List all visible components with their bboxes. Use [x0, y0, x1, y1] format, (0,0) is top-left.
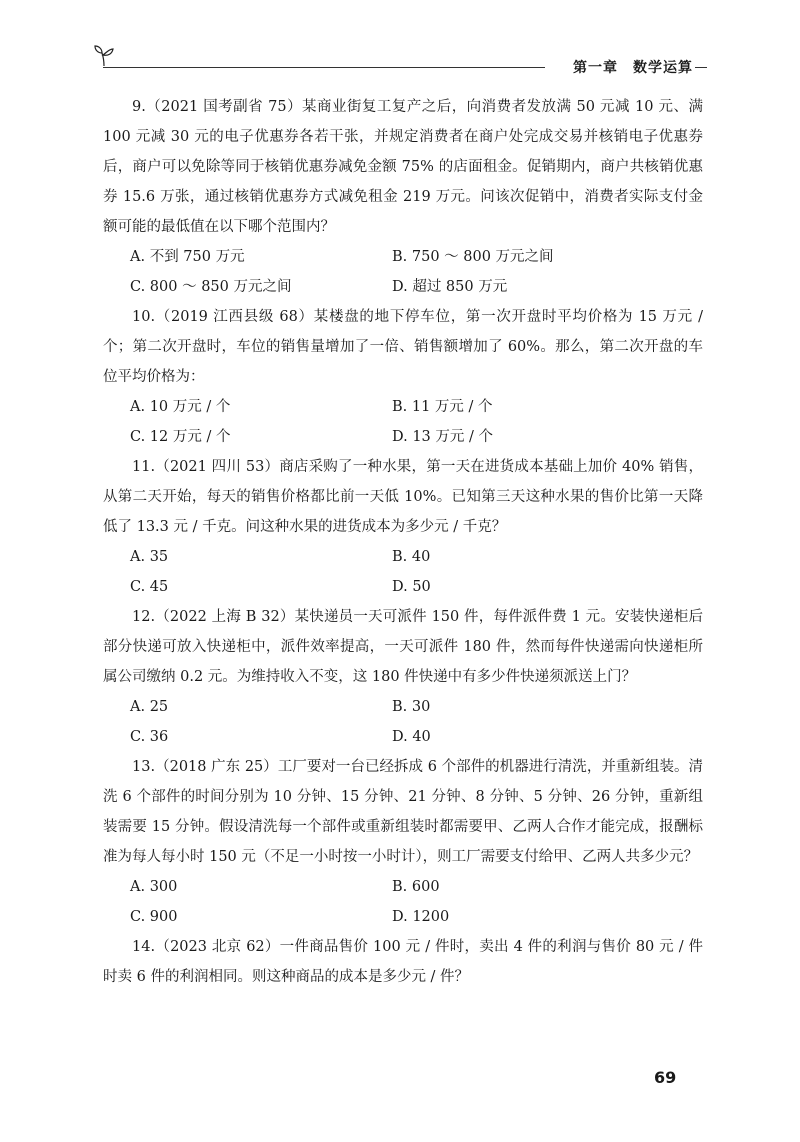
- question-text: 12.（2022 上海 B 32）某快递员一天可派件 150 件，每件派件费 1 元。安装快递柜后部分快递可放入快递柜中，派件效率提高，一天可派件 180 件，然而每件快递需向快递柜所属公司缴纳 0.2 元。为维持收入不变，这 180 件快递中有多少件快递须派送上门？: [103, 609, 703, 685]
- page-header: [93, 44, 707, 80]
- question-13: [103, 752, 703, 932]
- question-text: 9.（2021 国考副省 75）某商业街复工复产之后，向消费者发放满 50 元减 10 元、满 100 元减 30 元的电子优惠券各若干张，并规定消费者在商户处完成交易并核销电子优惠券后，商户可以免除等同于核销优惠券减免金额 75% 的店面租金。促销期内，商户共核销优惠券 15.6 万张，通过核销优惠券方式减免租金 219 万元。问该次促销中，消费者实际支付金额可能的最低值在以下哪个范围内？: [103, 99, 703, 235]
- option-a: A. 35: [130, 549, 169, 565]
- question-text: 14.（2023 北京 62）一件商品售价 100 元 / 件时，卖出 4 件的利润与售价 80 元 / 件时卖 6 件的利润相同。则这种商品的成本是多少元 / 件？: [103, 939, 703, 985]
- option-b: B. 11 万元 / 个: [392, 399, 493, 415]
- option-grid: [103, 542, 703, 602]
- option-c: C. 36: [130, 729, 169, 745]
- option-d: D. 超过 850 万元: [392, 279, 508, 295]
- question-text: 13.（2018 广东 25）工厂要对一台已经拆成 6 个部件的机器进行清洗，并重新组装。清洗 6 个部件的时间分别为 10 分钟、15 分钟、21 分钟、8 分钟、5 分钟、26 分钟，重新组装需要 15 分钟。假设清洗每一个部件或重新组装时都需要甲、乙两人合作才能完成，报酬标准为每人每小时 150 元（不足一小时按一小时计），则工厂需要支付给甲、乙两人共多少元？: [103, 759, 703, 865]
- question-11: [103, 452, 703, 602]
- question-text: 11.（2021 四川 53）商店采购了一种水果，第一天在进货成本基础上加价 40% 销售，从第二天开始，每天的销售价格都比前一天低 10%。已知第三天这种水果的售价比第一天降低了 13.3 元 / 千克。问这种水果的进货成本为多少元 / 千克？: [103, 459, 703, 535]
- option-grid: [103, 392, 703, 452]
- option-grid: [103, 692, 703, 752]
- question-10: [103, 302, 703, 452]
- option-b: B. 30: [392, 699, 431, 715]
- option-c: C. 12 万元 / 个: [130, 429, 231, 445]
- option-c: C. 800 ～ 850 万元之间: [130, 279, 292, 295]
- option-grid: [103, 872, 703, 932]
- option-d: D. 40: [392, 729, 431, 745]
- chapter-title: 第一章 数学运算: [573, 60, 693, 76]
- option-c: C. 45: [130, 579, 169, 595]
- question-list: [103, 92, 703, 992]
- option-d: D. 50: [392, 579, 431, 595]
- option-a: A. 300: [130, 879, 178, 895]
- option-a: A. 不到 750 万元: [130, 249, 245, 265]
- header-rule-left: [103, 67, 545, 68]
- option-d: D. 13 万元 / 个: [392, 429, 493, 445]
- page-number: 69: [654, 1068, 677, 1087]
- option-grid: [103, 242, 703, 302]
- question-12: [103, 602, 703, 752]
- option-d: D. 1200: [392, 909, 450, 925]
- option-a: A. 10 万元 / 个: [130, 399, 231, 415]
- question-14: [103, 932, 703, 992]
- option-c: C. 900: [130, 909, 178, 925]
- option-b: B. 40: [392, 549, 431, 565]
- option-b: B. 600: [392, 879, 440, 895]
- leaf-sprout-icon: [93, 44, 115, 68]
- question-9: [103, 92, 703, 302]
- header-rule-right: [695, 67, 707, 68]
- question-text: 10.（2019 江西县级 68）某楼盘的地下停车位，第一次开盘时平均价格为 15 万元 / 个；第二次开盘时，车位的销售量增加了一倍、销售额增加了 60%。那么，第二次开盘的车位平均价格为：: [103, 309, 703, 385]
- option-b: B. 750 ～ 800 万元之间: [392, 249, 554, 265]
- option-a: A. 25: [130, 699, 169, 715]
